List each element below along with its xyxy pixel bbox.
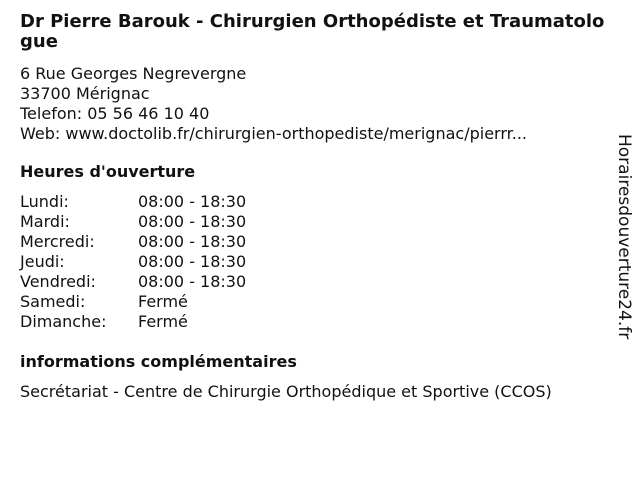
hours-day: Mardi: <box>20 212 70 231</box>
opening-hours-heading: Heures d'ouverture <box>20 162 196 181</box>
hours-row <box>20 292 610 312</box>
hours-time: 08:00 - 18:30 <box>138 212 247 231</box>
hours-row <box>20 272 610 292</box>
hours-row <box>20 232 610 252</box>
hours-row <box>20 312 610 332</box>
city-address: 33700 Mérignac <box>20 84 150 103</box>
additional-info-text: Secrétariat - Centre de Chirurgie Orthopédique et Sportive (CCOS) <box>20 382 552 401</box>
site-watermark: Horairesdouverture24.fr <box>614 134 634 340</box>
website-link[interactable]: Web: www.doctolib.fr/chirurgien-orthopediste/merignac/pierrr... <box>20 124 527 143</box>
hours-row <box>20 252 610 272</box>
hours-time: 08:00 - 18:30 <box>138 192 247 211</box>
hours-day: Samedi: <box>20 292 86 311</box>
address-block <box>20 64 610 144</box>
page-title: Dr Pierre Barouk - Chirurgien Orthopédiste et Traumatologue <box>20 11 605 52</box>
hours-day: Jeudi: <box>20 252 65 271</box>
hours-row <box>20 192 610 212</box>
hours-row <box>20 212 610 232</box>
hours-time: Fermé <box>138 292 188 311</box>
hours-day: Lundi: <box>20 192 69 211</box>
hours-time: 08:00 - 18:30 <box>138 232 247 251</box>
hours-time: 08:00 - 18:30 <box>138 252 247 271</box>
hours-time: 08:00 - 18:30 <box>138 272 247 291</box>
hours-day: Vendredi: <box>20 272 96 291</box>
opening-hours-table <box>20 192 610 332</box>
additional-info-heading: informations complémentaires <box>20 352 297 371</box>
hours-day: Dimanche: <box>20 312 107 331</box>
hours-time: Fermé <box>138 312 188 331</box>
phone-number: Telefon: 05 56 46 10 40 <box>20 104 210 123</box>
hours-day: Mercredi: <box>20 232 95 251</box>
street-address: 6 Rue Georges Negrevergne <box>20 64 247 83</box>
business-card <box>20 12 610 402</box>
